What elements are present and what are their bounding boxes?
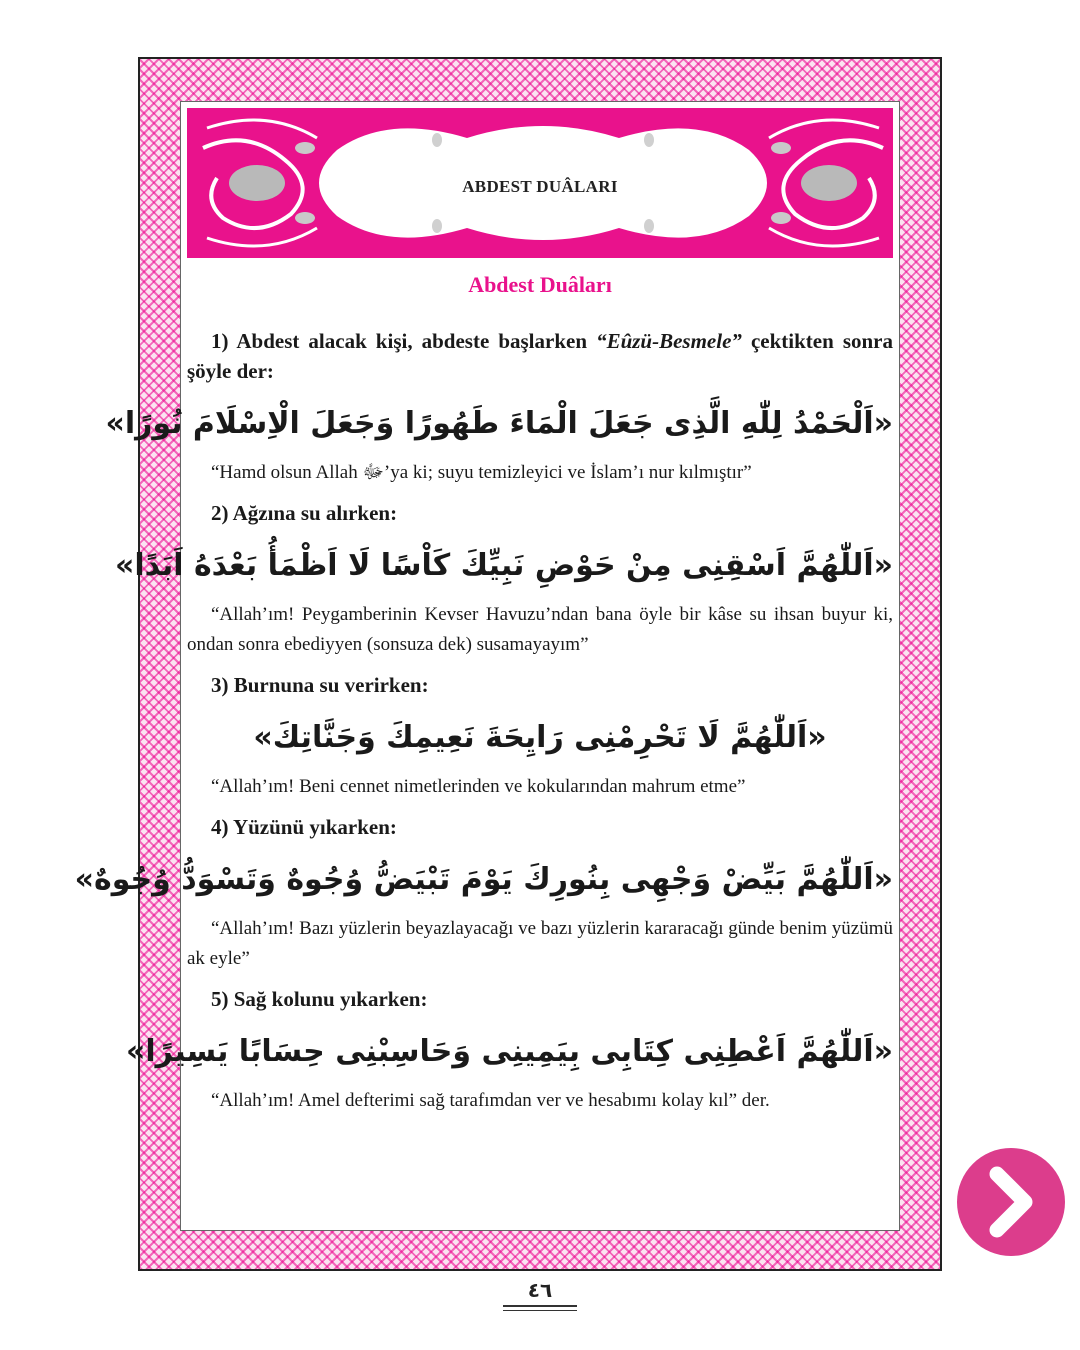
step-heading-text: 1) Abdest alacak kişi, abdeste başlarken	[211, 329, 597, 353]
step-heading-3: 3) Burnuna su verirken:	[211, 673, 429, 697]
ornamental-border	[74, 57, 942, 1271]
arabic-prayer-2: «اَللّٰهُمَّ اَسْقِنِى مِنْ حَوْضِ نَبِيِّكَ كَاْسًا لَا اَظْمَأُ بَعْدَهُ اَبَدًا»	[114, 548, 893, 583]
arabic-prayer-3: «اَللّٰهُمَّ لَا تَحْرِمْنِى رَايِحَةَ نَعِيمِكَ وَجَنَّاتِكَ»	[253, 720, 827, 755]
ornamental-header	[187, 108, 893, 258]
step-heading-2: 2) Ağzına su alırken:	[211, 501, 398, 525]
next-page-button[interactable]	[957, 1148, 1065, 1256]
step-heading-1	[187, 326, 893, 386]
chevron-right-icon	[957, 1148, 1065, 1256]
prayer-meaning-1: “Hamd olsun Allah ﷻ’ya ki; suyu temizleyici ve İslam’ı nur kılmıştır”	[211, 462, 752, 483]
arabic-prayer-1: «اَلْحَمْدُ لِلّٰهِ الَّذِى جَعَلَ الْمَاءَ طَهُورًا وَجَعَلَ الْاِسْلَامَ نُورًا»	[105, 406, 893, 441]
section-title: Abdest Duâları	[468, 272, 612, 297]
page-number: ٤٦	[527, 1278, 553, 1302]
page-title: ABDEST DUÂLARI	[462, 177, 618, 196]
prayer-meaning-3: “Allah’ım! Beni cennet nimetlerinden ve kokularından mahrum etme”	[211, 776, 746, 797]
prayer-meaning-5: “Allah’ım! Amel defterimi sağ tarafımdan ver ve hesabımı kolay kıl” der.	[211, 1090, 770, 1111]
main-content	[74, 272, 893, 1230]
prayer-meaning-4: “Allah’ım! Bazı yüzlerin beyazlayacağı ve bazı yüzlerin kararacağı günde benim yüzümü ak eyle”	[187, 918, 893, 969]
arabic-prayer-5: «اَللّٰهُمَّ اَعْطِنِى كِتَابِى بِيَمِينِى وَحَاسِبْنِى حِسَابًا يَسِيرًا»	[126, 1034, 893, 1069]
prayer-meaning-2: “Allah’ım! Peygamberinin Kevser Havuzu’ndan bana öyle bir kâse su ihsan buyur ki, ondan sonra ebediyyen (sonsuza dek) susamayayım”	[187, 604, 893, 655]
step-heading-4: 4) Yüzünü yıkarken:	[211, 815, 397, 839]
arabic-prayer-4: «اَللّٰهُمَّ بَيِّضْ وَجْهِى بِنُورِكَ يَوْمَ تَبْيَضُّ وُجُوهٌ وَتَسْوَدُّ وُجُوهٌ»	[74, 862, 893, 897]
page-number-underline	[503, 1305, 577, 1311]
step-heading-5: 5) Sağ kolunu yıkarken:	[211, 987, 428, 1011]
step-heading-text: çektikten sonra şöyle der:	[187, 329, 893, 383]
page-body	[74, 101, 900, 1231]
step-heading-emphasis: “Eûzü-Besmele”	[596, 329, 742, 353]
